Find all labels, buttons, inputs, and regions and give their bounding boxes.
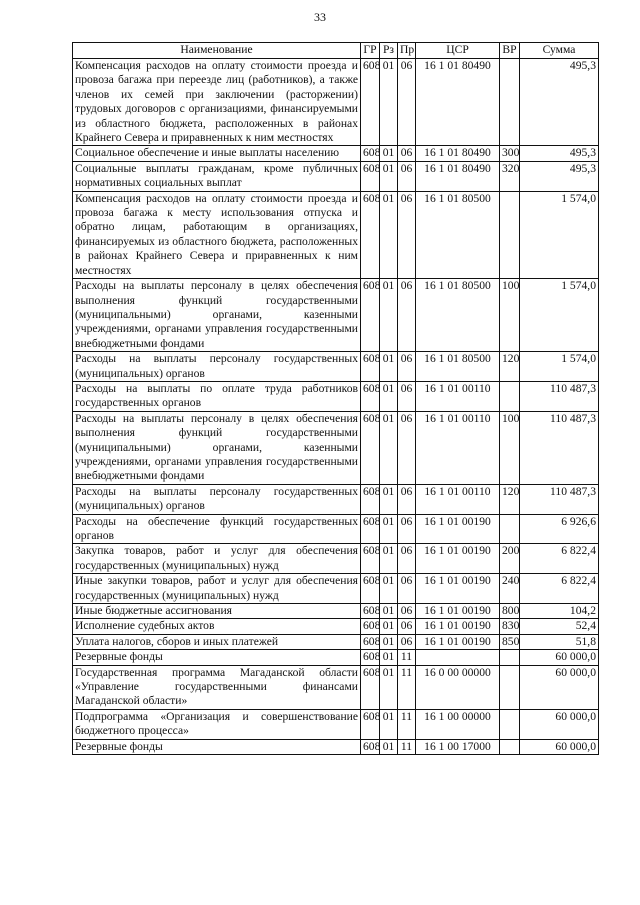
cell-rz: 01 (380, 191, 398, 278)
cell-vr: 240 (500, 574, 520, 604)
cell-gr: 608 (361, 709, 380, 739)
table-row (73, 352, 599, 382)
header-vr: ВР (500, 43, 520, 59)
cell-vr (500, 650, 520, 665)
cell-vr (500, 665, 520, 709)
table-row (73, 161, 599, 191)
cell-vr (500, 739, 520, 754)
cell-csr: 16 1 01 00190 (416, 544, 500, 574)
cell-csr: 16 1 00 17000 (416, 739, 500, 754)
cell-csr: 16 1 01 00110 (416, 484, 500, 514)
header-gr: ГР (361, 43, 380, 59)
cell-rz: 01 (380, 59, 398, 146)
page-number: 33 (314, 10, 326, 24)
cell-vr: 120 (500, 352, 520, 382)
cell-csr: 16 0 00 00000 (416, 665, 500, 709)
cell-name: Расходы на выплаты персоналу государственных (муниципальных) органов (73, 352, 361, 382)
cell-csr: 16 1 01 80500 (416, 352, 500, 382)
table-row (73, 191, 599, 278)
header-pr: Пр (398, 43, 416, 59)
cell-name: Государственная программа Магаданской области «Управление государственными финансами Магаданской области» (73, 665, 361, 709)
cell-gr: 608 (361, 381, 380, 411)
cell-rz: 01 (380, 574, 398, 604)
cell-gr: 608 (361, 352, 380, 382)
cell-csr: 16 1 01 00110 (416, 381, 500, 411)
cell-gr: 608 (361, 739, 380, 754)
cell-csr: 16 1 01 80490 (416, 161, 500, 191)
table-row (73, 411, 599, 484)
cell-sum: 110 487,3 (520, 381, 599, 411)
cell-gr: 608 (361, 484, 380, 514)
header-name: Наименование (73, 43, 361, 59)
cell-vr: 200 (500, 544, 520, 574)
cell-sum: 110 487,3 (520, 411, 599, 484)
cell-vr: 120 (500, 484, 520, 514)
table-row (73, 484, 599, 514)
table-row (73, 544, 599, 574)
cell-sum: 60 000,0 (520, 739, 599, 754)
cell-vr: 100 (500, 411, 520, 484)
cell-pr: 11 (398, 665, 416, 709)
table-row (73, 279, 599, 352)
table-row (73, 709, 599, 739)
cell-vr: 850 (500, 634, 520, 649)
cell-rz: 01 (380, 619, 398, 634)
cell-pr: 06 (398, 411, 416, 484)
cell-pr: 06 (398, 604, 416, 619)
table-row (73, 634, 599, 649)
table-row (73, 59, 599, 146)
cell-vr (500, 191, 520, 278)
cell-gr: 608 (361, 634, 380, 649)
cell-name: Подпрограмма «Организация и совершенствование бюджетного процесса» (73, 709, 361, 739)
cell-name: Расходы на выплаты персоналу в целях обеспечения выполнения функций государственными (муниципальными) органами, казенными учреждениями, органами управления государственными внебюджетными фондами (73, 279, 361, 352)
cell-csr: 16 1 01 80500 (416, 279, 500, 352)
table-row (73, 514, 599, 544)
cell-pr: 06 (398, 161, 416, 191)
cell-gr: 608 (361, 619, 380, 634)
cell-pr: 11 (398, 709, 416, 739)
cell-pr: 06 (398, 191, 416, 278)
cell-sum: 6 822,4 (520, 574, 599, 604)
cell-csr: 16 1 01 00190 (416, 574, 500, 604)
cell-name: Исполнение судебных актов (73, 619, 361, 634)
header-rz: Рз (380, 43, 398, 59)
cell-vr (500, 381, 520, 411)
cell-gr: 608 (361, 650, 380, 665)
cell-sum: 52,4 (520, 619, 599, 634)
header-csr: ЦСР (416, 43, 500, 59)
cell-pr: 06 (398, 544, 416, 574)
cell-sum: 51,8 (520, 634, 599, 649)
cell-gr: 608 (361, 191, 380, 278)
cell-pr: 06 (398, 352, 416, 382)
cell-rz: 01 (380, 514, 398, 544)
cell-name: Резервные фонды (73, 739, 361, 754)
table-row (73, 604, 599, 619)
cell-csr: 16 1 01 00190 (416, 604, 500, 619)
cell-vr: 100 (500, 279, 520, 352)
cell-csr: 16 1 01 80490 (416, 59, 500, 146)
cell-rz: 01 (380, 484, 398, 514)
cell-csr: 16 1 01 00190 (416, 634, 500, 649)
cell-sum: 1 574,0 (520, 352, 599, 382)
cell-name: Компенсация расходов на оплату стоимости проезда и провоза багажа к месту использования отпуска и обратно лицам, работающим в организациях, финансируемых из областного бюджета, расположенных в районах Крайнего Севера и приравненных к ним местностях (73, 191, 361, 278)
cell-sum: 495,3 (520, 59, 599, 146)
cell-name: Расходы на обеспечение функций государственных органов (73, 514, 361, 544)
cell-name: Компенсация расходов на оплату стоимости проезда и провоза багажа при переезде лиц (работников), а также членов их семей при заключении (расторжении) трудовых договоров с организациями, финансируемыми из областного бюджета, расположенных в районах Крайнего Севера и приравненных к ним местностях (73, 59, 361, 146)
cell-pr: 11 (398, 739, 416, 754)
cell-vr (500, 514, 520, 544)
cell-sum: 495,3 (520, 146, 599, 161)
table-header-row (73, 43, 599, 59)
cell-gr: 608 (361, 161, 380, 191)
cell-pr: 06 (398, 484, 416, 514)
cell-sum: 6 822,4 (520, 544, 599, 574)
cell-sum: 495,3 (520, 161, 599, 191)
cell-pr: 06 (398, 279, 416, 352)
cell-vr: 320 (500, 161, 520, 191)
cell-name: Расходы на выплаты персоналу государственных (муниципальных) органов (73, 484, 361, 514)
cell-csr: 16 1 01 00190 (416, 619, 500, 634)
cell-rz: 01 (380, 161, 398, 191)
cell-rz: 01 (380, 544, 398, 574)
cell-gr: 608 (361, 604, 380, 619)
cell-vr: 300 (500, 146, 520, 161)
cell-name: Расходы на выплаты по оплате труда работников государственных органов (73, 381, 361, 411)
cell-csr: 16 1 00 00000 (416, 709, 500, 739)
cell-name: Иные закупки товаров, работ и услуг для обеспечения государственных (муниципальных) нужд (73, 574, 361, 604)
cell-pr: 06 (398, 574, 416, 604)
cell-sum: 1 574,0 (520, 191, 599, 278)
table-row (73, 574, 599, 604)
table-row (73, 619, 599, 634)
cell-gr: 608 (361, 574, 380, 604)
cell-csr: 16 1 01 00190 (416, 514, 500, 544)
table-row (73, 381, 599, 411)
cell-gr: 608 (361, 665, 380, 709)
cell-rz: 01 (380, 352, 398, 382)
cell-rz: 01 (380, 634, 398, 649)
cell-pr: 06 (398, 619, 416, 634)
table-row (73, 146, 599, 161)
cell-name: Социальное обеспечение и иные выплаты населению (73, 146, 361, 161)
cell-gr: 608 (361, 279, 380, 352)
cell-csr: 16 1 01 80490 (416, 146, 500, 161)
cell-name: Расходы на выплаты персоналу в целях обеспечения выполнения функций государственными (муниципальными) органами, казенными учреждениями, органами управления государственными внебюджетными фондами (73, 411, 361, 484)
cell-csr (416, 650, 500, 665)
cell-name: Закупка товаров, работ и услуг для обеспечения государственных (муниципальных) нужд (73, 544, 361, 574)
cell-pr: 06 (398, 634, 416, 649)
cell-vr: 830 (500, 619, 520, 634)
cell-vr (500, 59, 520, 146)
cell-rz: 01 (380, 146, 398, 161)
cell-gr: 608 (361, 514, 380, 544)
cell-name: Резервные фонды (73, 650, 361, 665)
header-sum: Сумма (520, 43, 599, 59)
cell-pr: 06 (398, 59, 416, 146)
cell-gr: 608 (361, 59, 380, 146)
cell-sum: 110 487,3 (520, 484, 599, 514)
cell-rz: 01 (380, 650, 398, 665)
table-row (73, 665, 599, 709)
cell-sum: 1 574,0 (520, 279, 599, 352)
table-row (73, 739, 599, 754)
cell-rz: 01 (380, 604, 398, 619)
cell-rz: 01 (380, 709, 398, 739)
cell-rz: 01 (380, 279, 398, 352)
cell-pr: 06 (398, 514, 416, 544)
cell-gr: 608 (361, 411, 380, 484)
cell-pr: 06 (398, 381, 416, 411)
cell-csr: 16 1 01 80500 (416, 191, 500, 278)
cell-sum: 60 000,0 (520, 650, 599, 665)
table-row (73, 650, 599, 665)
cell-name: Социальные выплаты гражданам, кроме публичных нормативных социальных выплат (73, 161, 361, 191)
cell-pr: 11 (398, 650, 416, 665)
cell-csr: 16 1 01 00110 (416, 411, 500, 484)
cell-sum: 60 000,0 (520, 665, 599, 709)
cell-rz: 01 (380, 381, 398, 411)
cell-pr: 06 (398, 146, 416, 161)
cell-sum: 104,2 (520, 604, 599, 619)
cell-sum: 6 926,6 (520, 514, 599, 544)
cell-sum: 60 000,0 (520, 709, 599, 739)
cell-rz: 01 (380, 411, 398, 484)
cell-gr: 608 (361, 544, 380, 574)
budget-table (72, 42, 599, 755)
cell-vr: 800 (500, 604, 520, 619)
cell-name: Иные бюджетные ассигнования (73, 604, 361, 619)
cell-name: Уплата налогов, сборов и иных платежей (73, 634, 361, 649)
cell-gr: 608 (361, 146, 380, 161)
cell-rz: 01 (380, 739, 398, 754)
cell-vr (500, 709, 520, 739)
cell-rz: 01 (380, 665, 398, 709)
table-body (73, 59, 599, 755)
